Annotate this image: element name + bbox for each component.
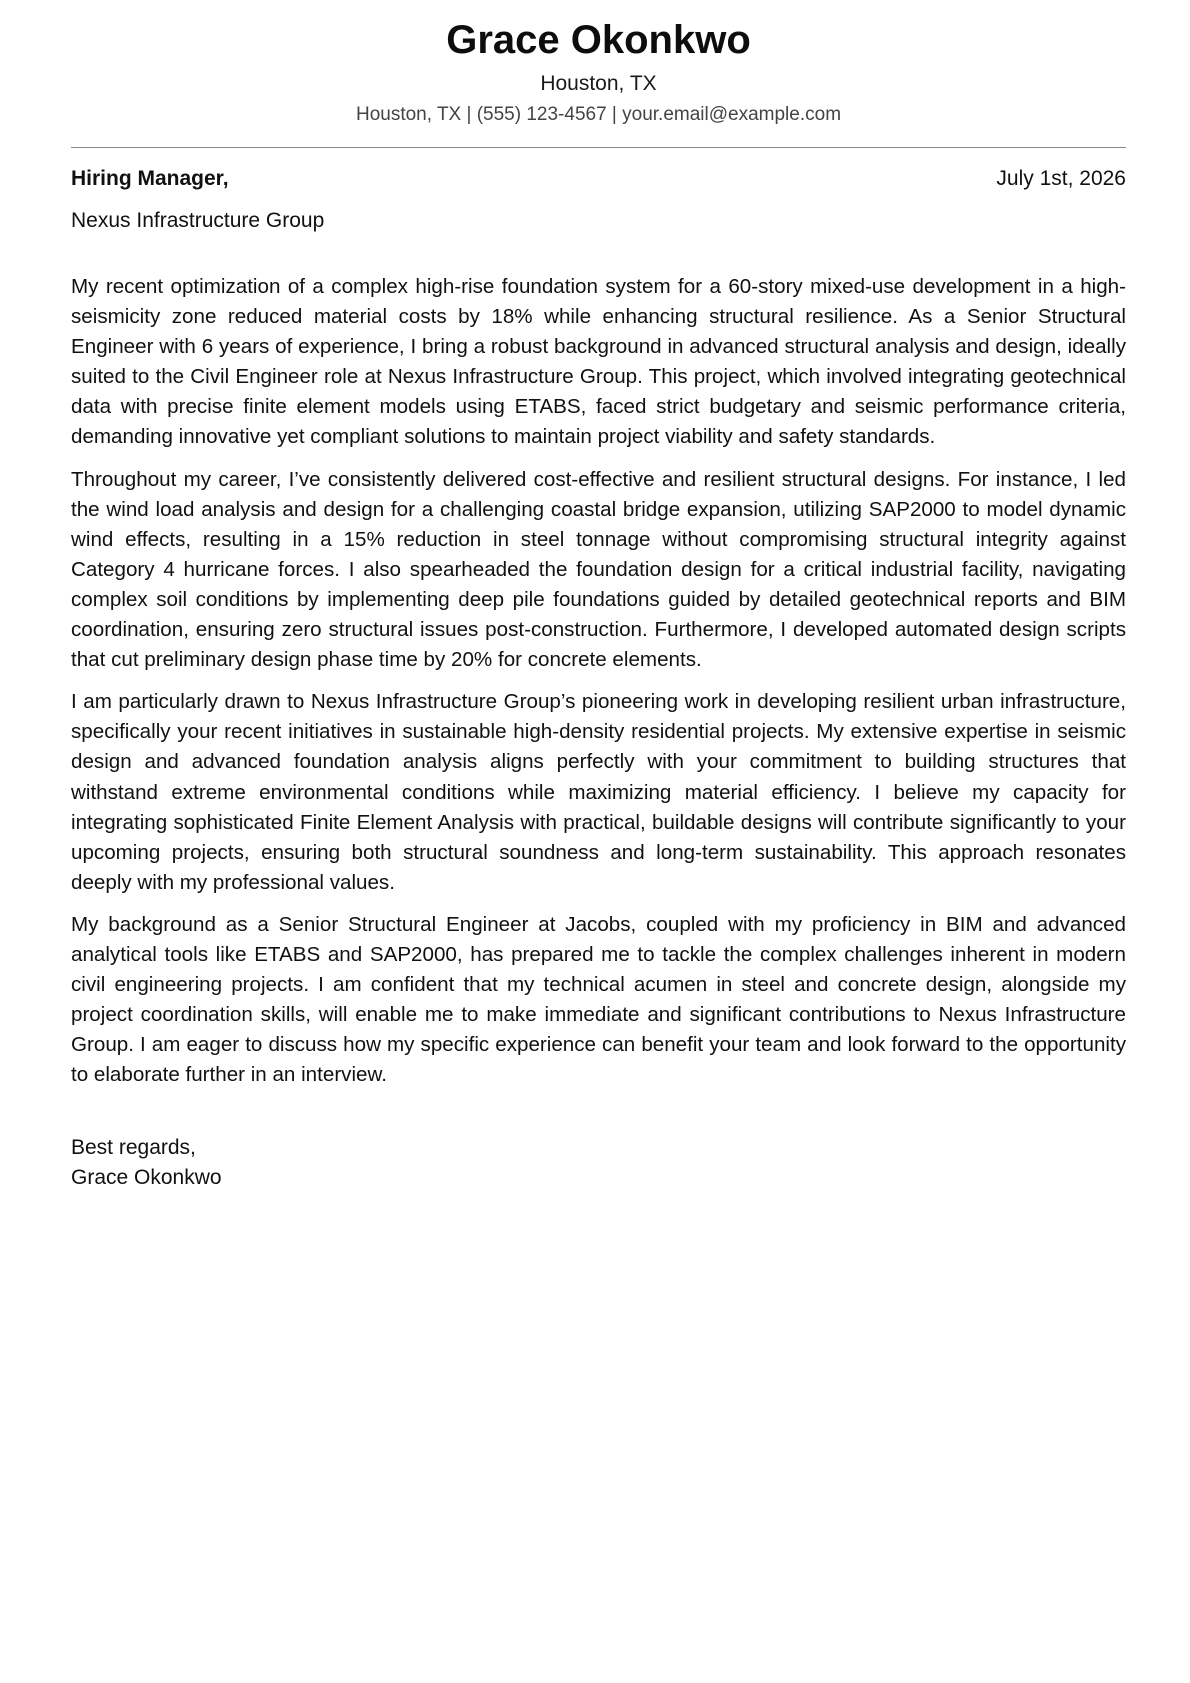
body-paragraph-1: My recent optimization of a complex high-rise foundation system for a 60-story mixed-use development in a high-seismicity zone reduced material costs by 18% while enhancing structural resilience. As a Senior Structural Engineer with 6 years of experience, I bring a robust background in advanced structural analysis and design, ideally suited to the Civil Engineer role at Nexus Infrastructure Group. This project, which involved integrating geotechnical data with precise finite element models using ETABS, faced strict budgetary and seismic performance criteria, demanding innovative yet compliant solutions to maintain project viability and safety standards. xyxy=(71,275,1126,449)
header-divider xyxy=(71,147,1126,148)
sign-off: Best regards, xyxy=(71,1136,196,1159)
signature-name: Grace Okonkwo xyxy=(71,1166,222,1189)
applicant-name: Grace Okonkwo xyxy=(446,18,751,62)
contact-line: Houston, TX | (555) 123-4567 | your.email@example.com xyxy=(355,104,842,125)
body-paragraph-4: My background as a Senior Structural Engineer at Jacobs, coupled with my proficiency in BIM and advanced analytical tools like ETABS and SAP2000, has prepared me to tackle the complex challenges inherent in modern civil engineering projects. I am confident that my technical acumen in steel and concrete design, alongside my project coordination skills, will enable me to make immediate and significant contributions to Nexus Infrastructure Group. I am eager to discuss how my specific experience can benefit your team and look forward to the opportunity to elaborate further in an interview. xyxy=(71,912,1126,1087)
letter-closing xyxy=(71,1133,222,1193)
letter-body xyxy=(71,272,1126,1102)
body-paragraph-2: Throughout my career, I’ve consistently delivered cost-effective and resilient structural designs. For instance, I led the wind load analysis and design for a challenging coastal bridge expansion, utilizing SAP2000 to model dynamic wind effects, resulting in a 15% reduction in steel tonnage without compromising structural integrity against Category 4 hurricane forces. I also spearheaded the foundation design for a critical industrial facility, navigating complex soil conditions by implementing deep pile foundations guided by detailed geotechnical reports and BIM coordination, ensuring zero structural issues post-construction. Furthermore, I developed automated design scripts that cut preliminary design phase time by 20% for concrete elements. xyxy=(71,467,1126,672)
recipient-salutation: Hiring Manager, xyxy=(71,167,229,190)
body-paragraph-3: I am particularly drawn to Nexus Infrastructure Group’s pioneering work in developing resilient urban infrastructure, specifically your recent initiatives in sustainable high-density residential projects. My extensive expertise in seismic design and advanced foundation analysis aligns perfectly with your commitment to building structures that withstand extreme environmental conditions while maximizing material efficiency. I believe my capacity for integrating sophisticated Finite Element Analysis with practical, buildable designs will contribute significantly to your upcoming projects, ensuring both structural soundness and long-term sustainability. This approach resonates deeply with my professional values. xyxy=(71,690,1126,894)
letter-date: July 1st, 2026 xyxy=(996,167,1126,190)
applicant-location: Houston, TX xyxy=(540,72,657,95)
recipient-company: Nexus Infrastructure Group xyxy=(71,209,325,232)
